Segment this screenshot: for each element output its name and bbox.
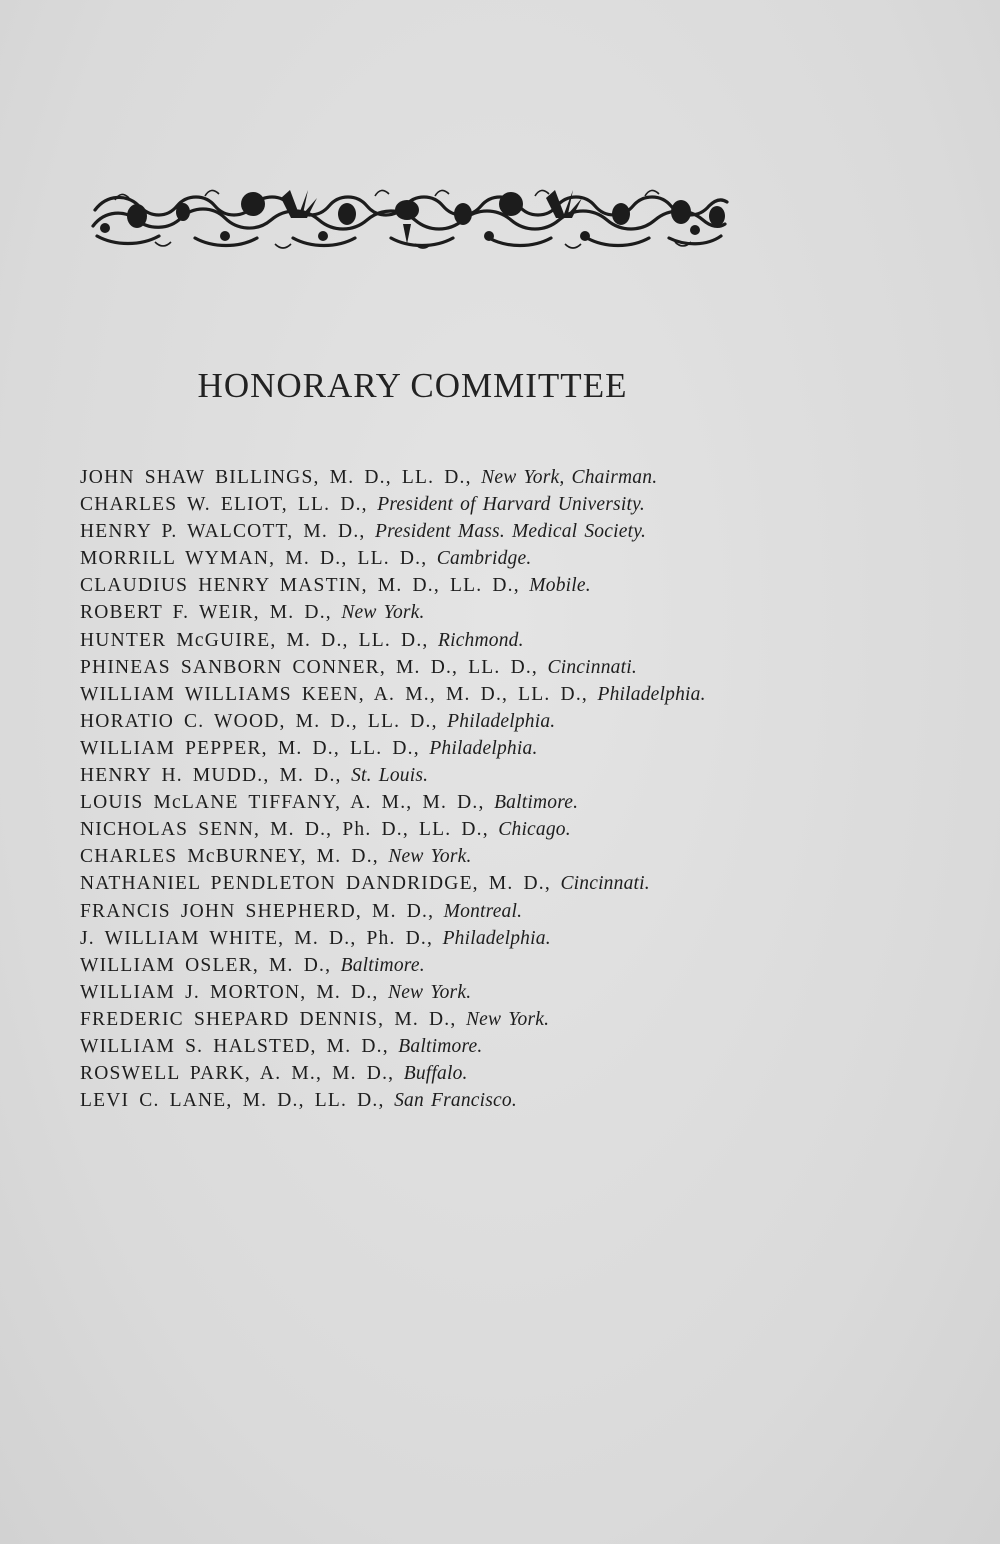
member-place: New York, Chairman. bbox=[481, 467, 658, 488]
member-name: CLAUDIUS HENRY MASTIN, M. D., LL. D., bbox=[80, 575, 520, 597]
member-name: HORATIO C. WOOD, M. D., LL. D., bbox=[80, 710, 438, 732]
member-place: Cincinnati. bbox=[547, 656, 637, 678]
list-item bbox=[80, 1060, 780, 1087]
list-item bbox=[80, 518, 780, 545]
list-item bbox=[80, 816, 780, 843]
member-place: New York. bbox=[388, 981, 472, 1003]
member-name: PHINEAS SANBORN CONNER, M. D., LL. D., bbox=[80, 656, 539, 678]
member-name: ROBERT F. WEIR, M. D., bbox=[80, 602, 332, 624]
member-place: Philadelphia. bbox=[447, 710, 556, 732]
committee-member-list bbox=[80, 464, 780, 1114]
member-name: WILLIAM PEPPER, M. D., LL. D., bbox=[80, 737, 420, 759]
member-place: Richmond. bbox=[437, 629, 524, 651]
member-name: FRANCIS JOHN SHEPHERD, M. D., bbox=[80, 900, 435, 922]
member-place: New York. bbox=[465, 1008, 550, 1030]
member-name: CHARLES McBURNEY, M. D., bbox=[80, 846, 379, 868]
member-name: HUNTER McGUIRE, M. D., LL. D., bbox=[80, 629, 429, 651]
member-place: Baltimore. bbox=[398, 1035, 483, 1057]
list-item bbox=[80, 545, 780, 572]
list-item bbox=[80, 843, 780, 870]
member-name: CHARLES W. ELIOT, LL. D., bbox=[80, 494, 368, 516]
member-place: New York. bbox=[341, 602, 425, 624]
list-item bbox=[80, 491, 780, 518]
member-name: NICHOLAS SENN, M. D., Ph. D., LL. D., bbox=[80, 819, 489, 841]
list-item bbox=[80, 952, 780, 979]
member-place: Buffalo. bbox=[403, 1063, 468, 1085]
member-name: ROSWELL PARK, A. M., M. D., bbox=[80, 1063, 395, 1085]
member-name: LEVI C. LANE, M. D., LL. D., bbox=[80, 1090, 385, 1112]
floral-vine-ornament-icon bbox=[85, 180, 730, 252]
member-name: JOHN SHAW BILLINGS, M. D., LL. D., bbox=[80, 467, 472, 488]
member-name: HENRY P. WALCOTT, M. D., bbox=[80, 521, 366, 543]
list-item bbox=[80, 599, 780, 626]
list-item bbox=[80, 1033, 780, 1060]
member-place: Baltimore. bbox=[494, 792, 579, 814]
list-item bbox=[80, 762, 780, 789]
list-item bbox=[80, 789, 780, 816]
member-name: J. WILLIAM WHITE, M. D., Ph. D., bbox=[80, 927, 434, 949]
list-item bbox=[80, 925, 780, 952]
member-place: New York. bbox=[388, 846, 472, 868]
list-item bbox=[80, 870, 780, 897]
member-name: NATHANIEL PENDLETON DANDRIDGE, M. D., bbox=[80, 873, 551, 895]
member-place: Philadelphia. bbox=[442, 927, 551, 949]
member-name: WILLIAM WILLIAMS KEEN, A. M., M. D., LL. D., bbox=[80, 683, 588, 705]
member-place: San Francisco. bbox=[394, 1090, 517, 1112]
member-name: LOUIS McLANE TIFFANY, A. M., M. D., bbox=[80, 792, 485, 814]
list-item bbox=[80, 1006, 780, 1033]
member-name: MORRILL WYMAN, M. D., LL. D., bbox=[80, 548, 428, 570]
member-place: Mobile. bbox=[529, 575, 591, 597]
member-place: Cambridge. bbox=[436, 548, 532, 570]
list-item bbox=[80, 1087, 780, 1114]
member-name: HENRY H. MUDD., M. D., bbox=[80, 765, 342, 787]
member-place: St. Louis. bbox=[351, 765, 429, 787]
member-place: Philadelphia. bbox=[597, 683, 706, 705]
member-place: President of Harvard University. bbox=[377, 494, 645, 516]
member-name: FREDERIC SHEPARD DENNIS, M. D., bbox=[80, 1008, 457, 1030]
page-title-text: HONORARY COMMITTEE bbox=[197, 366, 628, 405]
member-name: WILLIAM S. HALSTED, M. D., bbox=[80, 1035, 389, 1057]
list-item bbox=[80, 681, 780, 708]
member-place: Baltimore. bbox=[340, 954, 425, 976]
list-item bbox=[80, 898, 780, 925]
list-item bbox=[80, 654, 780, 681]
list-item bbox=[80, 627, 780, 654]
member-place: Chicago. bbox=[498, 819, 571, 841]
list-item bbox=[80, 979, 780, 1006]
list-item bbox=[80, 464, 780, 491]
list-item bbox=[80, 572, 780, 599]
list-item bbox=[80, 735, 780, 762]
member-place: Philadelphia. bbox=[429, 737, 538, 759]
member-place: Cincinnati. bbox=[560, 873, 650, 895]
member-name: WILLIAM J. MORTON, M. D., bbox=[80, 981, 379, 1003]
list-item bbox=[80, 708, 780, 735]
member-name: WILLIAM OSLER, M. D., bbox=[80, 954, 332, 976]
member-place: Montreal. bbox=[443, 900, 523, 922]
page-title bbox=[0, 366, 1000, 406]
member-place: President Mass. Medical Society. bbox=[374, 521, 647, 543]
